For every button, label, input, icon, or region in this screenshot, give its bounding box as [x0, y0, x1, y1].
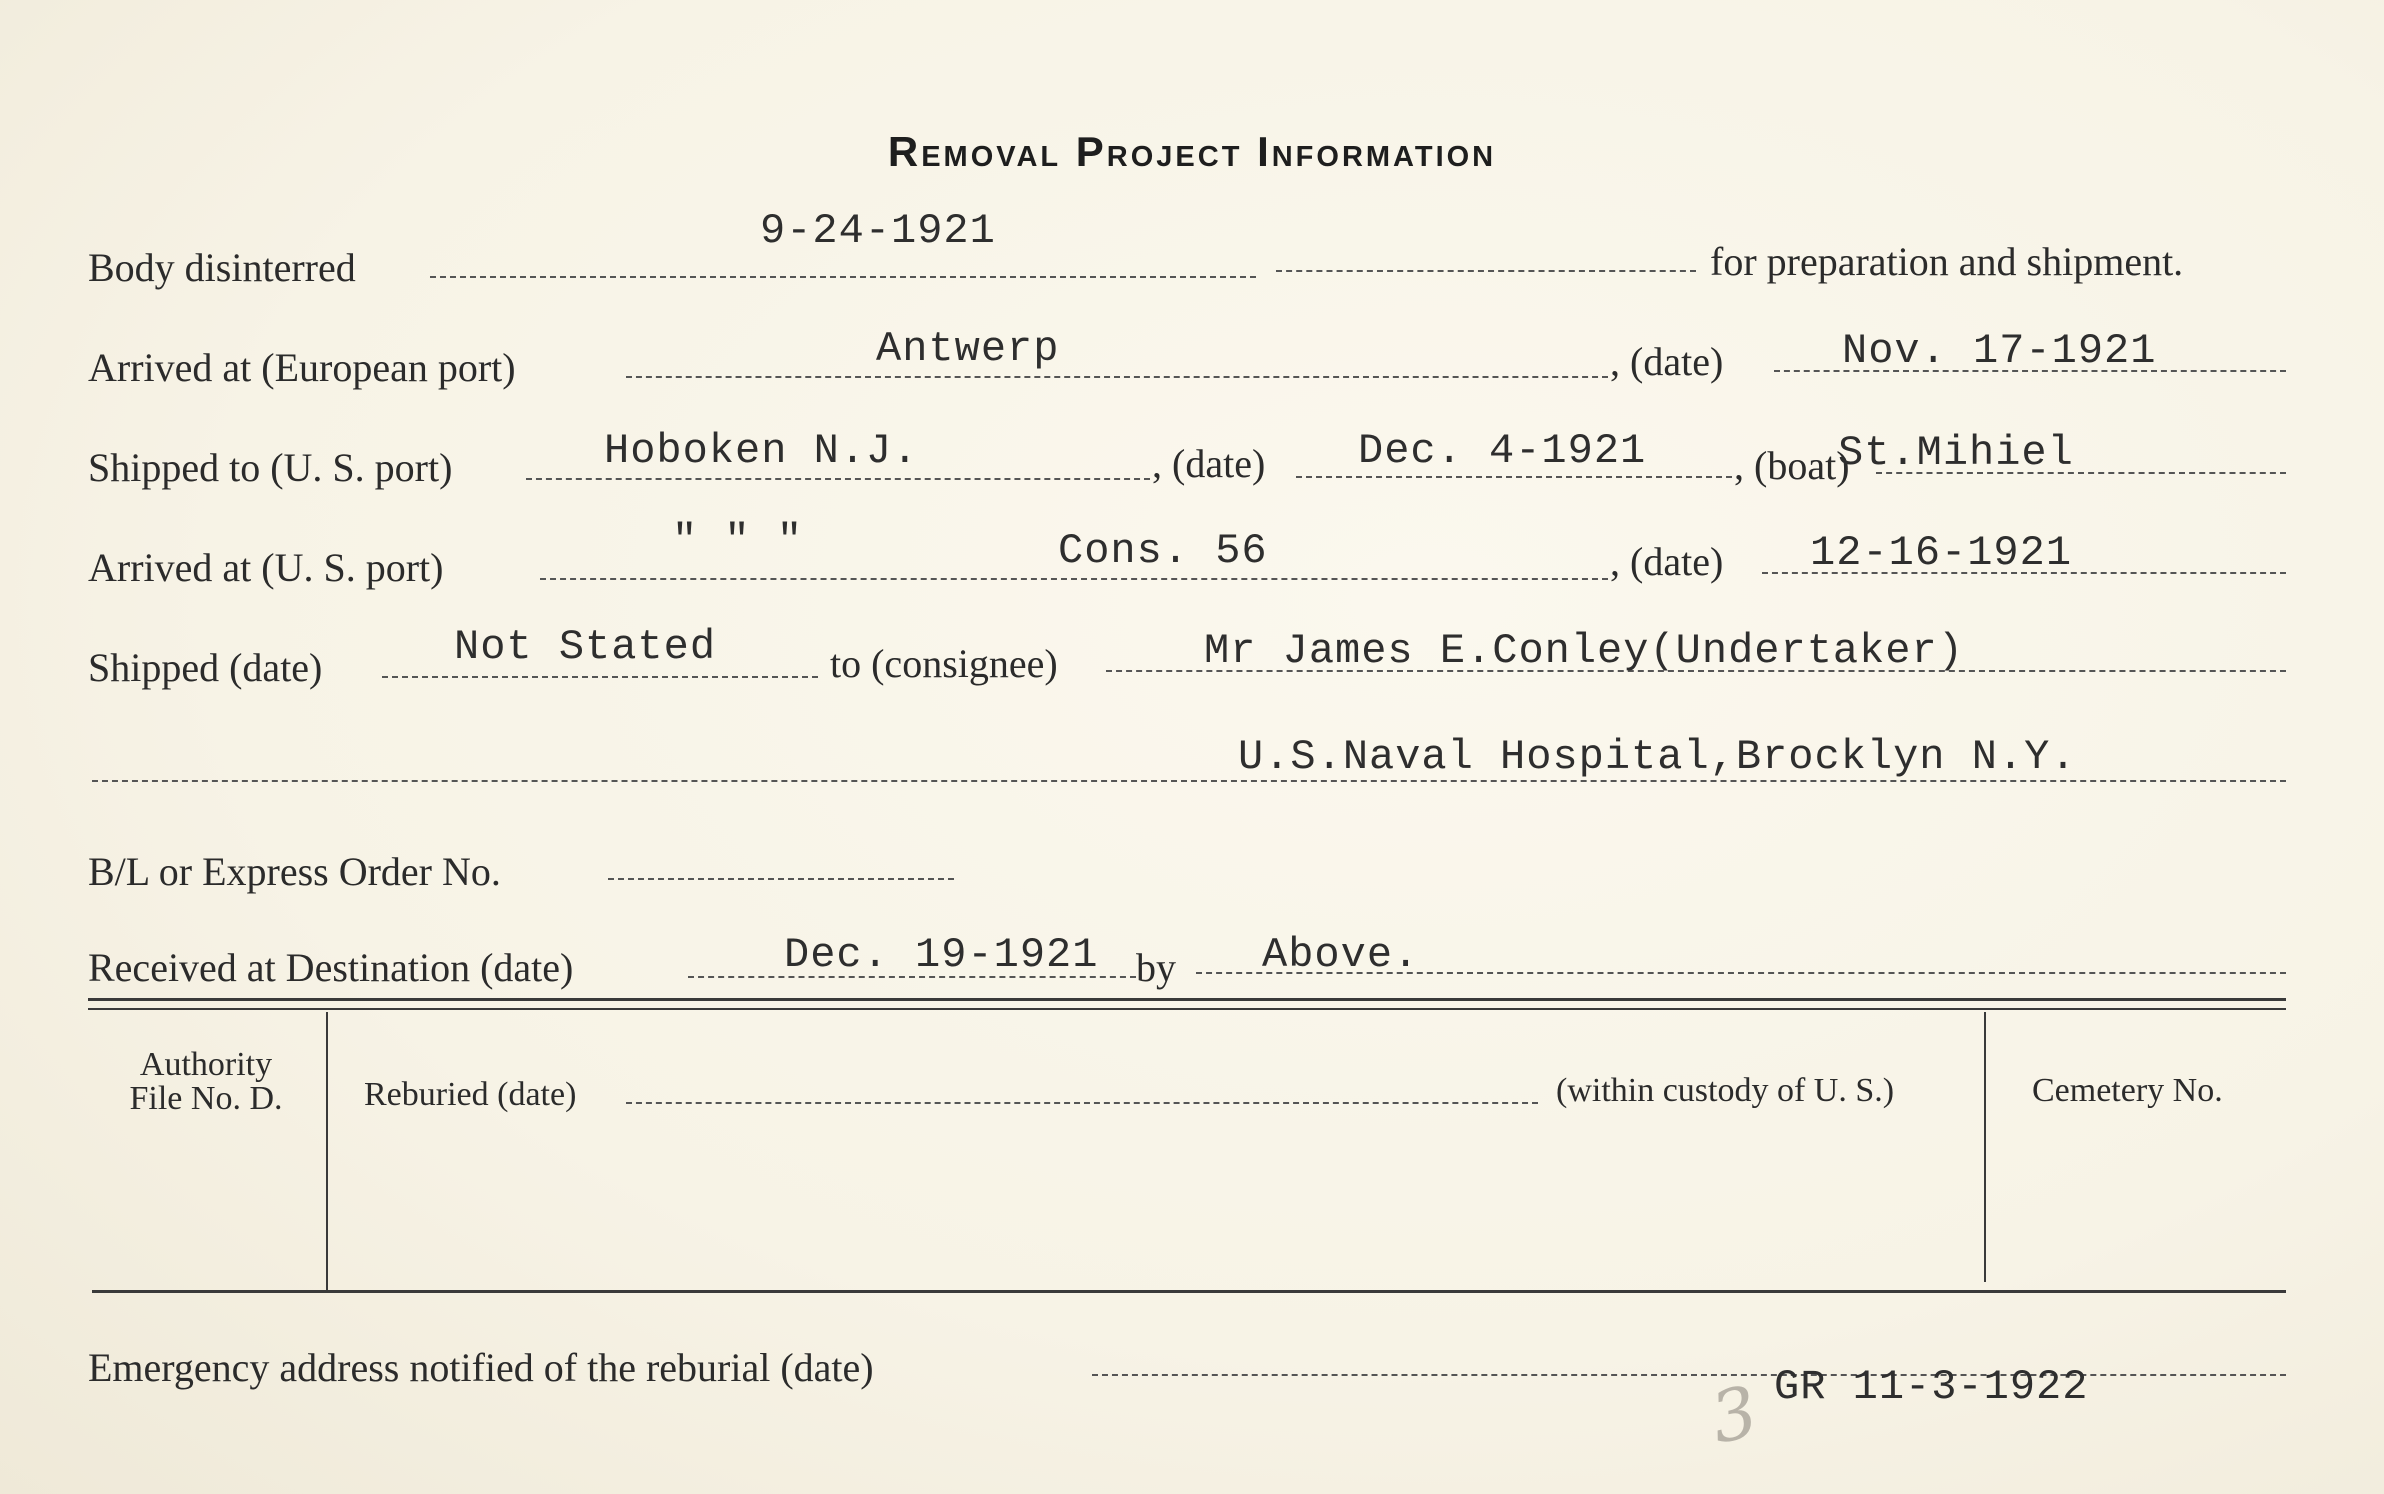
label-us-ship-date: , (date): [1152, 441, 1266, 486]
value-emergency-date: GR 11-3-1922: [1774, 1363, 2089, 1411]
label-authority: Authority: [139, 1046, 273, 1083]
label-arrived-us-date: , (date): [1610, 539, 1724, 584]
label-arrived-us-port: Arrived at (U. S. port): [88, 545, 444, 590]
label-body-disinterred: Body disinterred: [88, 245, 356, 290]
dotted-line: [1296, 476, 1732, 478]
label-european-date: , (date): [1610, 339, 1724, 384]
label-cemetery-no: Cemetery No.: [2032, 1072, 2223, 1109]
value-european-port: Antwerp: [876, 325, 1060, 373]
label-shipped-us-port: Shipped to (U. S. port): [88, 445, 453, 490]
dotted-line: [626, 1102, 1538, 1104]
dotted-line: [1276, 270, 1696, 272]
label-reburied-date: Reburied (date): [364, 1076, 577, 1113]
label-boat: , (boat): [1734, 443, 1850, 488]
value-shipped-date: Not Stated: [454, 623, 717, 671]
label-for-preparation: for preparation and shipment.: [1710, 239, 2184, 284]
dotted-line: [626, 376, 1608, 378]
label-to-consignee: to (consignee): [830, 641, 1058, 686]
value-arrived-us-extra: Cons. 56: [1058, 527, 1268, 575]
dotted-line: [382, 676, 818, 678]
label-bl-order: B/L or Express Order No.: [88, 849, 501, 894]
value-arrived-us-date: 12-16-1921: [1810, 529, 2073, 577]
value-us-ship-date: Dec. 4-1921: [1358, 427, 1647, 475]
value-disinterred-date: 9-24-1921: [760, 207, 996, 255]
label-shipped-date: Shipped (date): [88, 645, 323, 690]
value-consignee: Mr James E.Conley(Undertaker): [1204, 627, 1964, 675]
dotted-line: [526, 478, 1150, 480]
dotted-line: [540, 578, 1608, 580]
label-emergency: Emergency address notified of the reburial (date): [88, 1345, 874, 1390]
column-divider: [1984, 1012, 1986, 1282]
value-received-date: Dec. 19-1921: [784, 931, 1099, 979]
box-bottom-rule: [92, 1290, 2286, 1293]
value-received-by: Above.: [1262, 931, 1420, 979]
value-european-date: Nov. 17-1921: [1842, 327, 2157, 375]
value-consignee-address: U.S.Naval Hospital,Brocklyn N.Y.: [1238, 733, 2077, 781]
value-boat: St.Mihiel: [1838, 429, 2074, 477]
dotted-line: [430, 276, 1256, 278]
label-by: by: [1136, 945, 1176, 990]
form-title: Removal Project Information: [887, 128, 1497, 175]
divider-rule: [88, 998, 2286, 1001]
label-arrived-european-port: Arrived at (European port): [88, 345, 516, 390]
dotted-line: [1092, 1374, 2286, 1376]
pencil-mark: 3: [1703, 1370, 1765, 1460]
dotted-line: [608, 878, 954, 880]
label-file-no: File No. D.: [129, 1080, 283, 1117]
label-received-destination: Received at Destination (date): [88, 945, 574, 990]
label-within-custody: (within custody of U. S.): [1556, 1072, 1895, 1109]
value-arrived-us-port: " " ": [672, 517, 804, 565]
divider-rule: [88, 1008, 2286, 1010]
column-divider: [326, 1012, 328, 1292]
value-us-port: Hoboken N.J.: [604, 427, 919, 475]
